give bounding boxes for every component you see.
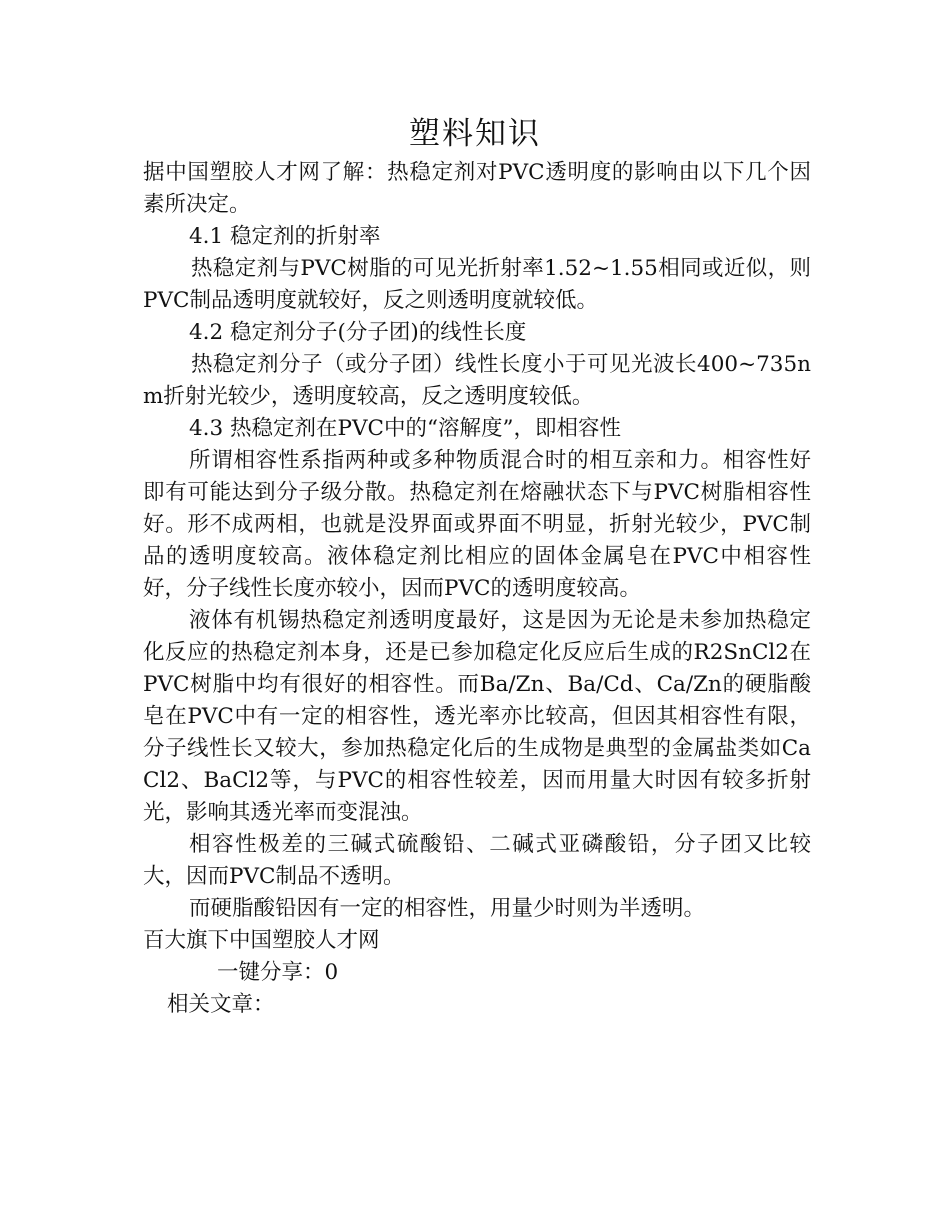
article-body [143, 157, 811, 1021]
intro-paragraph: 据中国塑胶人才网了解：热稳定剂对PVC透明度的影响由以下几个因素所决定。 [143, 160, 811, 217]
share-count[interactable]: 一键分享：0 [217, 960, 339, 985]
source-line: 百大旗下中国塑胶人才网 [143, 928, 380, 953]
related-articles-label: 相关文章： [167, 992, 275, 1017]
paragraph-4-3-organotin: 液体有机锡热稳定剂透明度最好，这是因为无论是未参加热稳定化反应的热稳定剂本身，还是已参加稳定化反应后生成的R2SnCl2在PVC树脂中均有很好的相容性。而Ba/Zn、Ba/Cd、Ca/Zn的硬脂酸皂在PVC中有一定的相容性，透光率亦比较高，但因其相容性有限，分子线性长又较大，参加热稳定化后的生成物是典型的金属盐类如CaCl2、BaCl2等，与PVC的相容性较差，因而用量大时因有较多折射光，影响其透光率而变混浊。 [143, 608, 811, 825]
paragraph-4-3-lead-stearate: 而硬脂酸铅因有一定的相容性，用量少时则为半透明。 [189, 896, 706, 921]
page-title: 塑料知识 [409, 116, 541, 152]
section-heading-4-1: 4.1 稳定剂的折射率 [189, 224, 381, 249]
paragraph-4-2: 热稳定剂分子（或分子团）线性长度小于可见光波长400~735nm折射光较少，透明度较高，反之透明度较低。 [143, 352, 811, 409]
section-heading-4-3: 4.3 热稳定剂在PVC中的“溶解度”，即相容性 [189, 416, 621, 441]
section-heading-4-2: 4.2 稳定剂分子(分子团)的线性长度 [189, 320, 527, 345]
paragraph-4-3-lead-salts: 相容性极差的三碱式硫酸铅、二碱式亚磷酸铅，分子团又比较大，因而PVC制品不透明。 [143, 832, 811, 889]
paragraph-4-3-compatibility: 所谓相容性系指两种或多种物质混合时的相互亲和力。相容性好即有可能达到分子级分散。热稳定剂在熔融状态下与PVC树脂相容性好。形不成两相，也就是没界面或界面不明显，折射光较少，PVC制品的透明度较高。液体稳定剂比相应的固体金属皂在PVC中相容性好，分子线性长度亦较小，因而PVC的透明度较高。 [143, 448, 811, 601]
paragraph-4-1: 热稳定剂与PVC树脂的可见光折射率1.52~1.55相同或近似，则PVC制品透明度就较好，反之则透明度就较低。 [143, 256, 811, 313]
